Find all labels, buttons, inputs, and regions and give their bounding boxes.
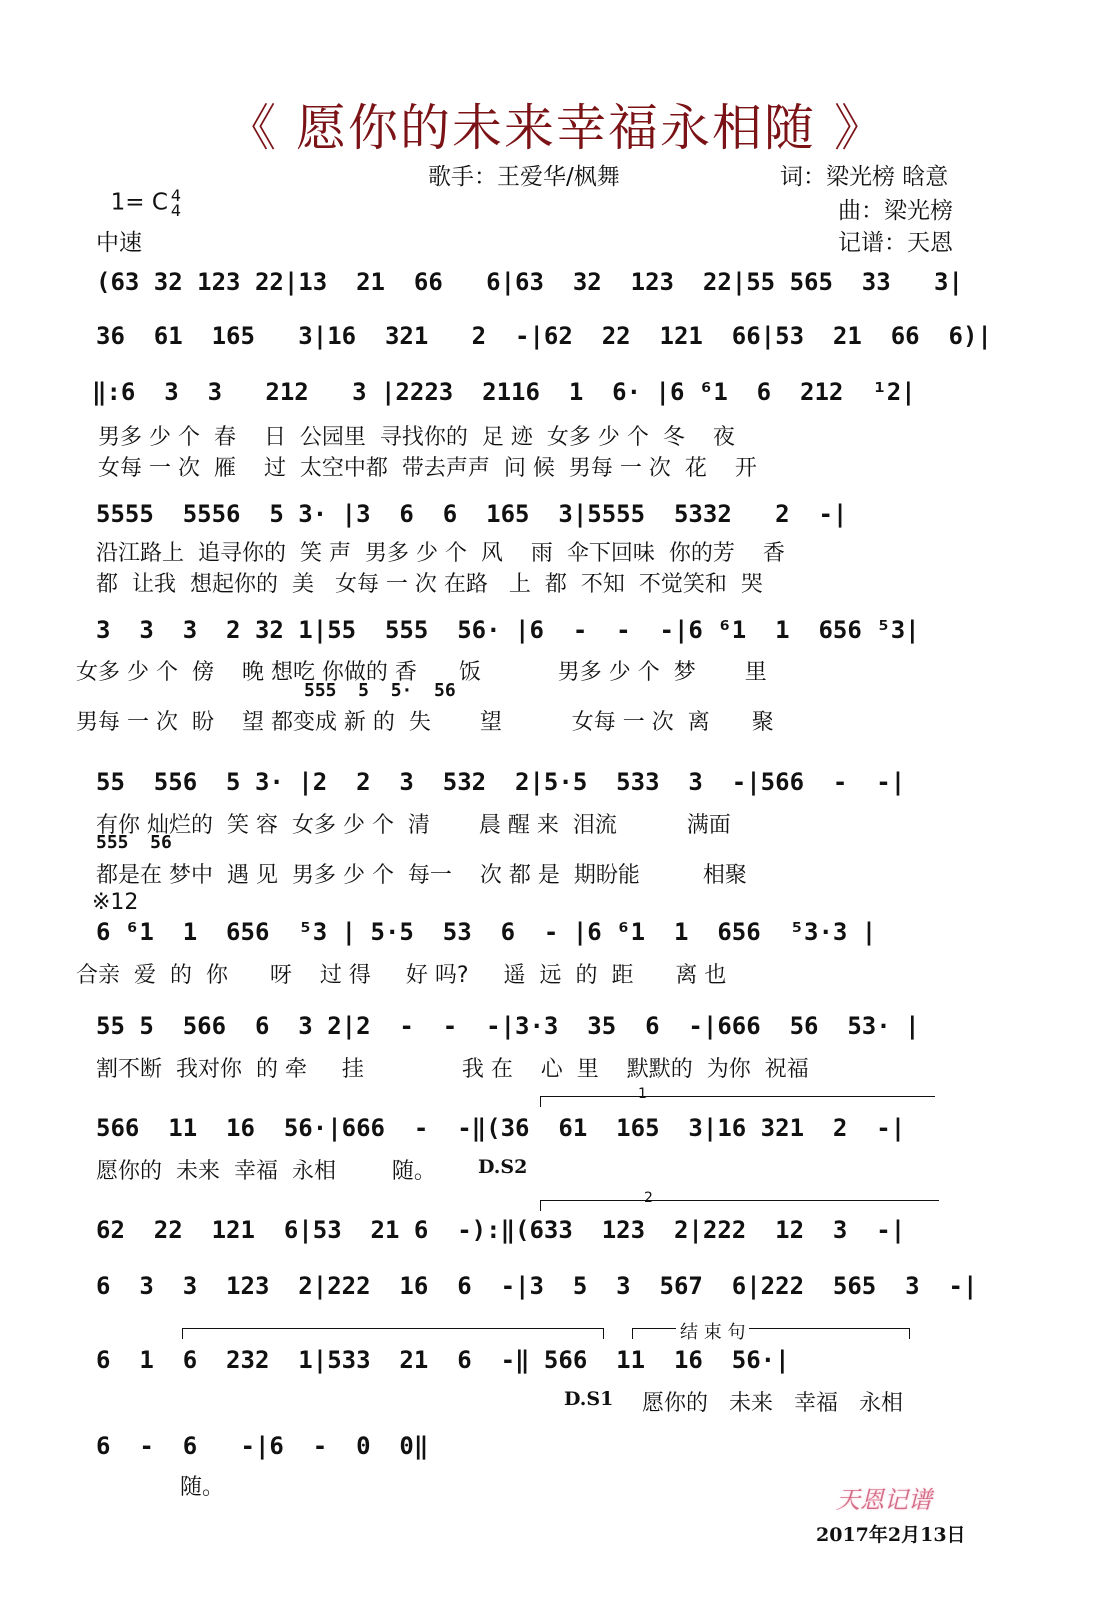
notation-line-10: 62 22 121 6|53 21 6 -):‖(633 123 2|222 12 3 -| (96, 1216, 906, 1244)
notation-line-6: 55 556 5 3· |2 2 3 532 2|5·5 533 3 -|566 - -| (96, 768, 906, 796)
lyrics-line-5-verse-2: 男每 一 次 盼 望 都变成 新 的 失 望 女每 一 次 离 聚 (76, 710, 774, 735)
key-signature (96, 162, 181, 218)
time-denominator: 4 (170, 201, 182, 220)
composer-credit: 曲：梁光榜 (838, 198, 953, 224)
notation-line-8: 55 5 566 6 3 2|2 - - -|3·3 35 6 -|666 56 53· | (96, 1012, 920, 1040)
ds1-marking: D.S1 (564, 1388, 614, 1410)
lyrics-line-7: 合亲 爱 的 你 呀 过 得 好 吗? 遥 远 的 距 离 也 (76, 963, 727, 988)
first-ending-number: 1 (638, 1086, 647, 1102)
lyrics-line-3-verse-2: 女每 一 次 雁 过 太空中都 带去声声 问 候 男每 一 次 花 开 (98, 456, 757, 481)
lyrics-line-3-verse-1: 男多 少 个 春 日 公园里 寻找你的 足 迹 女多 少 个 冬 夜 (98, 425, 735, 450)
transcriber-credit: 记谱：天恩 (838, 230, 953, 256)
notation-line-11: 6 3 3 123 2|222 16 6 -|3 5 3 567 6|222 565 3 -| (96, 1272, 978, 1300)
lyrics-line-5-verse-1: 女多 少 个 傍 晚 想吃 你做的 香 饭 男多 少 个 梦 里 (76, 660, 767, 685)
lyrics-line-8: 割不断 我对你 的 牵 挂 我 在 心 里 默默的 为你 祝福 (96, 1057, 809, 1082)
lyrics-line-12: 愿你的 未来 幸福 永相 (642, 1391, 903, 1416)
time-signature (171, 188, 181, 218)
first-ending-bracket (540, 1096, 935, 1107)
second-ending-number: 2 (644, 1190, 653, 1206)
lyrics-line-13: 随。 (180, 1475, 225, 1500)
ds-bracket (182, 1328, 604, 1339)
lyrics-line-4-verse-2: 都 让我 想起你的 美 女每 一 次 在路 上 都 不知 不觉笑和 哭 (96, 572, 763, 597)
ending-phrase-bracket (632, 1328, 910, 1339)
tempo-marking: 中速 (96, 230, 142, 256)
notation-line-3: ‖:6 3 3 212 3 |2223 2116 1 6· |6 ⁶1 6 212 ¹2| (92, 378, 916, 406)
notation-line-13: 6 - 6 -|6 - 0 0‖ (96, 1432, 429, 1460)
notation-line-5: 3 3 3 2 32 1|55 555 56· |6 - - -|6 ⁶1 1 656 ⁵3| (96, 616, 920, 644)
notation-line-12: 6 1 6 232 1|533 21 6 -‖ 566 11 16 56·| (96, 1346, 790, 1374)
date-label: 2017年2月13日 (816, 1524, 966, 1546)
notation-line-7: 6 ⁶1 1 656 ⁵3 | 5·5 53 6 - |6 ⁶1 1 656 ⁵3·3 | (96, 918, 877, 946)
ending-phrase-label: 结 束 句 (676, 1318, 749, 1344)
variant-notation-line-5: 555 5 5· 56 (304, 680, 456, 701)
song-title: 《 愿你的未来幸福永相随 》 (226, 99, 886, 157)
notation-line-4: 5555 5556 5 3· |3 6 6 165 3|5555 5332 2 -| (96, 500, 848, 528)
notation-line-2: 36 61 165 3|16 321 2 -|62 22 121 66|53 21 66 6)| (96, 322, 992, 350)
transcriber-stamp: 天恩记谱 (836, 1486, 932, 1514)
lyrics-line-4-verse-1: 沿江路上 追寻你的 笑 声 男多 少 个 风 雨 伞下回味 你的芳 香 (96, 541, 785, 566)
second-ending-bracket (540, 1200, 939, 1211)
key-label: 1= C (110, 189, 168, 216)
lyrics-line-6-verse-1: 有你 灿烂的 笑 容 女多 少 个 清 晨 醒 来 泪流 满面 (96, 813, 731, 838)
notation-line-1: (63 32 123 22|13 21 66 6|63 32 123 22|55 565 33 3| (96, 268, 963, 296)
lyricist-credit: 词：梁光榜 晗意 (780, 164, 949, 190)
lyrics-line-6-verse-2: 都是在 梦中 遇 见 男多 少 个 每一 次 都 是 期盼能 相聚 (96, 863, 747, 888)
ds2-marking: D.S2 (478, 1156, 528, 1178)
variant-notation-line-6: 555 56 (96, 832, 172, 853)
notation-line-9: 566 11 16 56·|666 - -‖(36 61 165 3|16 321 2 -| (96, 1114, 906, 1142)
singer-credit: 歌手：王爱华/枫舞 (428, 164, 620, 190)
segno-marking: ※12 (92, 890, 139, 915)
time-numerator: 4 (170, 186, 182, 205)
lyrics-line-9: 愿你的 未来 幸福 永相 随。 (96, 1159, 436, 1184)
